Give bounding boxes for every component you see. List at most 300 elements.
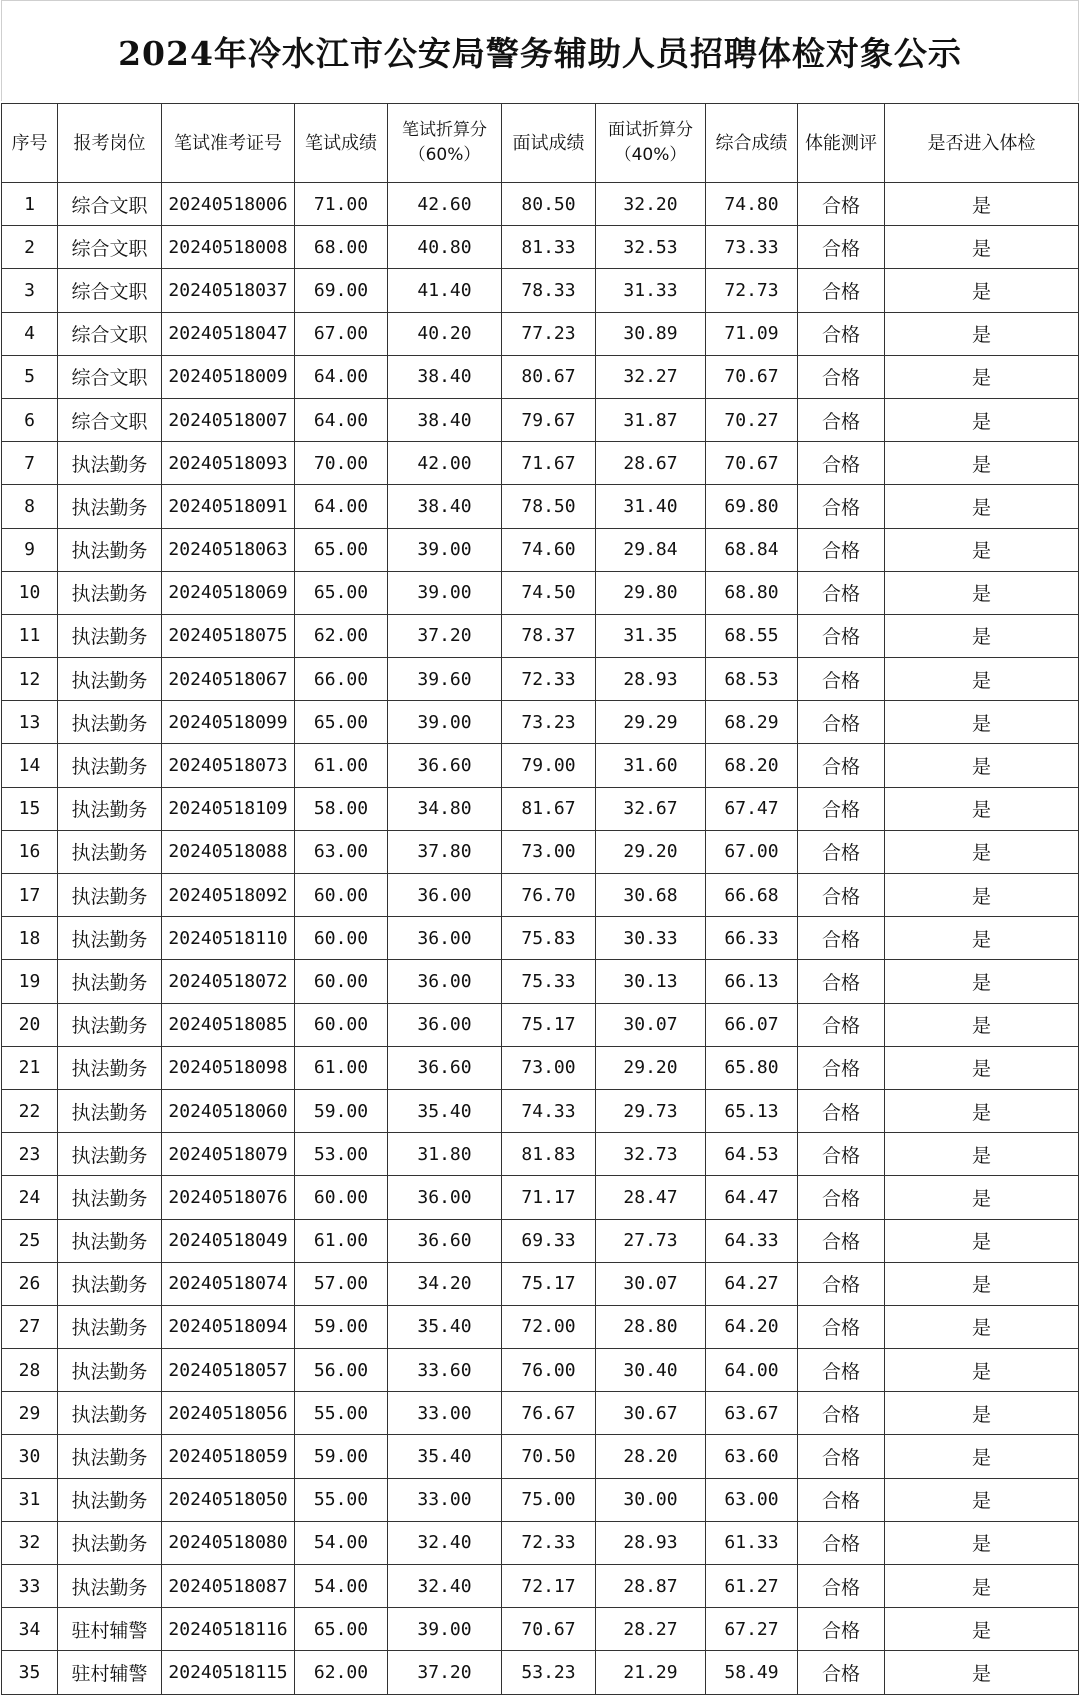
cell-total: 70.67 xyxy=(706,355,798,398)
cell-physical-exam: 是 xyxy=(885,1305,1079,1348)
cell-interview: 71.17 xyxy=(502,1176,596,1219)
table-row xyxy=(2,1176,1079,1219)
page-title: 2024年冷水江市公安局警务辅助人员招聘体检对象公示 xyxy=(118,33,962,73)
table-row xyxy=(2,1089,1079,1132)
cell-written: 71.00 xyxy=(295,183,388,226)
cell-post: 执法勤务 xyxy=(58,614,162,657)
cell-written: 63.00 xyxy=(295,830,388,873)
cell-post: 执法勤务 xyxy=(58,485,162,528)
cell-fitness: 合格 xyxy=(798,744,885,787)
cell-interview: 73.23 xyxy=(502,701,596,744)
cell-written: 70.00 xyxy=(295,442,388,485)
cell-interview: 70.50 xyxy=(502,1435,596,1478)
cell-written: 69.00 xyxy=(295,269,388,312)
cell-interview-converted: 28.93 xyxy=(596,1521,706,1564)
cell-fitness: 合格 xyxy=(798,1089,885,1132)
cell-total: 68.29 xyxy=(706,701,798,744)
cell-total: 66.68 xyxy=(706,874,798,917)
cell-written-converted: 40.80 xyxy=(388,226,502,269)
cell-post: 综合文职 xyxy=(58,312,162,355)
cell-interview-converted: 32.73 xyxy=(596,1133,706,1176)
cell-written-converted: 38.40 xyxy=(388,485,502,528)
cell-seq: 30 xyxy=(2,1435,58,1478)
cell-post: 驻村辅警 xyxy=(58,1651,162,1694)
cell-written: 60.00 xyxy=(295,1003,388,1046)
cell-fitness: 合格 xyxy=(798,1478,885,1521)
cell-written-converted: 32.40 xyxy=(388,1521,502,1564)
cell-seq: 35 xyxy=(2,1651,58,1694)
cell-written-converted: 36.00 xyxy=(388,960,502,1003)
cell-total: 66.13 xyxy=(706,960,798,1003)
cell-total: 69.80 xyxy=(706,485,798,528)
table-row xyxy=(2,183,1079,226)
cell-written: 62.00 xyxy=(295,614,388,657)
cell-written: 65.00 xyxy=(295,571,388,614)
cell-interview-converted: 31.33 xyxy=(596,269,706,312)
cell-written-converted: 34.80 xyxy=(388,787,502,830)
cell-post: 执法勤务 xyxy=(58,960,162,1003)
cell-interview-converted: 30.40 xyxy=(596,1349,706,1392)
cell-interview-converted: 29.73 xyxy=(596,1089,706,1132)
cell-total: 64.53 xyxy=(706,1133,798,1176)
table-row xyxy=(2,571,1079,614)
table-row xyxy=(2,226,1079,269)
cell-seq: 6 xyxy=(2,398,58,441)
table-header-row xyxy=(2,104,1079,183)
cell-interview: 75.00 xyxy=(502,1478,596,1521)
cell-ticket: 20240518072 xyxy=(162,960,295,1003)
cell-total: 64.33 xyxy=(706,1219,798,1262)
cell-interview-converted: 28.80 xyxy=(596,1305,706,1348)
cell-fitness: 合格 xyxy=(798,571,885,614)
cell-interview-converted: 28.87 xyxy=(596,1565,706,1608)
cell-written: 65.00 xyxy=(295,1608,388,1651)
cell-post: 执法勤务 xyxy=(58,528,162,571)
cell-seq: 20 xyxy=(2,1003,58,1046)
header-interview: 面试成绩 xyxy=(502,104,596,183)
cell-physical-exam: 是 xyxy=(885,528,1079,571)
cell-post: 综合文职 xyxy=(58,183,162,226)
table-row xyxy=(2,485,1079,528)
table-row xyxy=(2,1305,1079,1348)
cell-seq: 11 xyxy=(2,614,58,657)
cell-fitness: 合格 xyxy=(798,1392,885,1435)
cell-post: 综合文职 xyxy=(58,398,162,441)
cell-fitness: 合格 xyxy=(798,917,885,960)
cell-post: 执法勤务 xyxy=(58,1435,162,1478)
cell-post: 执法勤务 xyxy=(58,1046,162,1089)
cell-interview-converted: 29.80 xyxy=(596,571,706,614)
cell-post: 执法勤务 xyxy=(58,787,162,830)
cell-physical-exam: 是 xyxy=(885,442,1079,485)
cell-interview: 75.17 xyxy=(502,1003,596,1046)
table-row xyxy=(2,917,1079,960)
cell-physical-exam: 是 xyxy=(885,269,1079,312)
cell-fitness: 合格 xyxy=(798,658,885,701)
cell-post: 执法勤务 xyxy=(58,1349,162,1392)
cell-total: 70.27 xyxy=(706,398,798,441)
cell-fitness: 合格 xyxy=(798,269,885,312)
cell-seq: 28 xyxy=(2,1349,58,1392)
cell-written-converted: 42.00 xyxy=(388,442,502,485)
cell-fitness: 合格 xyxy=(798,960,885,1003)
cell-ticket: 20240518092 xyxy=(162,874,295,917)
cell-total: 64.20 xyxy=(706,1305,798,1348)
cell-ticket: 20240518098 xyxy=(162,1046,295,1089)
cell-total: 66.33 xyxy=(706,917,798,960)
header-seq: 序号 xyxy=(2,104,58,183)
cell-written-converted: 36.60 xyxy=(388,1046,502,1089)
cell-total: 68.84 xyxy=(706,528,798,571)
cell-interview: 75.17 xyxy=(502,1262,596,1305)
cell-seq: 7 xyxy=(2,442,58,485)
cell-total: 73.33 xyxy=(706,226,798,269)
table-row xyxy=(2,1651,1079,1694)
cell-seq: 14 xyxy=(2,744,58,787)
cell-ticket: 20240518094 xyxy=(162,1305,295,1348)
cell-written-converted: 39.00 xyxy=(388,571,502,614)
table-row xyxy=(2,830,1079,873)
header-written-converted xyxy=(388,104,502,183)
cell-total: 71.09 xyxy=(706,312,798,355)
cell-written-converted: 36.00 xyxy=(388,874,502,917)
cell-written: 54.00 xyxy=(295,1565,388,1608)
cell-seq: 25 xyxy=(2,1219,58,1262)
cell-interview-converted: 31.40 xyxy=(596,485,706,528)
table-row xyxy=(2,1003,1079,1046)
cell-ticket: 20240518049 xyxy=(162,1219,295,1262)
cell-post: 执法勤务 xyxy=(58,1305,162,1348)
cell-physical-exam: 是 xyxy=(885,1176,1079,1219)
cell-fitness: 合格 xyxy=(798,1435,885,1478)
cell-interview-converted: 29.20 xyxy=(596,1046,706,1089)
cell-interview-converted: 30.07 xyxy=(596,1262,706,1305)
cell-interview-converted: 29.20 xyxy=(596,830,706,873)
cell-written: 60.00 xyxy=(295,874,388,917)
cell-total: 63.67 xyxy=(706,1392,798,1435)
cell-post: 执法勤务 xyxy=(58,1133,162,1176)
cell-seq: 8 xyxy=(2,485,58,528)
header-written-converted-line2: （60%） xyxy=(408,145,481,165)
cell-interview: 79.67 xyxy=(502,398,596,441)
cell-interview: 81.33 xyxy=(502,226,596,269)
cell-interview-converted: 28.47 xyxy=(596,1176,706,1219)
table-row xyxy=(2,658,1079,701)
table-row xyxy=(2,1349,1079,1392)
table-row xyxy=(2,1262,1079,1305)
table-row xyxy=(2,874,1079,917)
cell-written: 64.00 xyxy=(295,398,388,441)
table-row xyxy=(2,744,1079,787)
cell-ticket: 20240518109 xyxy=(162,787,295,830)
table-body xyxy=(2,183,1079,1695)
cell-post: 执法勤务 xyxy=(58,658,162,701)
cell-interview: 81.67 xyxy=(502,787,596,830)
cell-total: 61.27 xyxy=(706,1565,798,1608)
cell-seq: 12 xyxy=(2,658,58,701)
cell-total: 64.00 xyxy=(706,1349,798,1392)
cell-interview: 79.00 xyxy=(502,744,596,787)
cell-written: 60.00 xyxy=(295,960,388,1003)
table-row xyxy=(2,528,1079,571)
cell-fitness: 合格 xyxy=(798,701,885,744)
cell-fitness: 合格 xyxy=(798,830,885,873)
cell-ticket: 20240518074 xyxy=(162,1262,295,1305)
cell-physical-exam: 是 xyxy=(885,1521,1079,1564)
cell-interview: 76.67 xyxy=(502,1392,596,1435)
cell-ticket: 20240518057 xyxy=(162,1349,295,1392)
cell-written-converted: 31.80 xyxy=(388,1133,502,1176)
header-written: 笔试成绩 xyxy=(295,104,388,183)
cell-written: 64.00 xyxy=(295,485,388,528)
cell-post: 执法勤务 xyxy=(58,1003,162,1046)
cell-written: 61.00 xyxy=(295,1219,388,1262)
cell-written: 60.00 xyxy=(295,1176,388,1219)
cell-fitness: 合格 xyxy=(798,1651,885,1694)
cell-post: 综合文职 xyxy=(58,269,162,312)
cell-post: 执法勤务 xyxy=(58,1089,162,1132)
cell-written: 68.00 xyxy=(295,226,388,269)
cell-written-converted: 39.60 xyxy=(388,658,502,701)
cell-fitness: 合格 xyxy=(798,1003,885,1046)
header-total: 综合成绩 xyxy=(706,104,798,183)
cell-total: 67.27 xyxy=(706,1608,798,1651)
cell-written: 59.00 xyxy=(295,1305,388,1348)
cell-fitness: 合格 xyxy=(798,1219,885,1262)
cell-written: 54.00 xyxy=(295,1521,388,1564)
cell-written: 58.00 xyxy=(295,787,388,830)
table-row xyxy=(2,1435,1079,1478)
cell-seq: 31 xyxy=(2,1478,58,1521)
cell-interview-converted: 29.84 xyxy=(596,528,706,571)
cell-ticket: 20240518079 xyxy=(162,1133,295,1176)
cell-written-converted: 36.00 xyxy=(388,917,502,960)
cell-seq: 22 xyxy=(2,1089,58,1132)
cell-ticket: 20240518047 xyxy=(162,312,295,355)
cell-total: 61.33 xyxy=(706,1521,798,1564)
cell-written-converted: 37.20 xyxy=(388,1651,502,1694)
cell-post: 驻村辅警 xyxy=(58,1608,162,1651)
cell-written-converted: 36.00 xyxy=(388,1176,502,1219)
cell-physical-exam: 是 xyxy=(885,1003,1079,1046)
cell-physical-exam: 是 xyxy=(885,1349,1079,1392)
cell-interview: 78.33 xyxy=(502,269,596,312)
cell-ticket: 20240518085 xyxy=(162,1003,295,1046)
title-box xyxy=(1,0,1079,101)
cell-written: 61.00 xyxy=(295,744,388,787)
cell-post: 执法勤务 xyxy=(58,1392,162,1435)
cell-physical-exam: 是 xyxy=(885,960,1079,1003)
cell-seq: 9 xyxy=(2,528,58,571)
cell-interview-converted: 28.20 xyxy=(596,1435,706,1478)
cell-post: 综合文职 xyxy=(58,355,162,398)
cell-ticket: 20240518075 xyxy=(162,614,295,657)
cell-physical-exam: 是 xyxy=(885,787,1079,830)
cell-interview: 80.67 xyxy=(502,355,596,398)
cell-ticket: 20240518088 xyxy=(162,830,295,873)
cell-fitness: 合格 xyxy=(798,183,885,226)
cell-seq: 2 xyxy=(2,226,58,269)
cell-interview: 73.00 xyxy=(502,1046,596,1089)
cell-interview-converted: 30.68 xyxy=(596,874,706,917)
cell-post: 执法勤务 xyxy=(58,830,162,873)
cell-post: 综合文职 xyxy=(58,226,162,269)
cell-physical-exam: 是 xyxy=(885,614,1079,657)
cell-fitness: 合格 xyxy=(798,226,885,269)
cell-ticket: 20240518037 xyxy=(162,269,295,312)
cell-physical-exam: 是 xyxy=(885,485,1079,528)
cell-written-converted: 36.00 xyxy=(388,1003,502,1046)
cell-interview: 74.50 xyxy=(502,571,596,614)
cell-written-converted: 37.20 xyxy=(388,614,502,657)
table-row xyxy=(2,1608,1079,1651)
cell-post: 执法勤务 xyxy=(58,1219,162,1262)
cell-interview-converted: 30.67 xyxy=(596,1392,706,1435)
cell-physical-exam: 是 xyxy=(885,183,1079,226)
cell-written: 64.00 xyxy=(295,355,388,398)
cell-post: 执法勤务 xyxy=(58,744,162,787)
cell-physical-exam: 是 xyxy=(885,1478,1079,1521)
header-interview-converted-line2: （40%） xyxy=(614,145,687,165)
cell-seq: 10 xyxy=(2,571,58,614)
cell-written-converted: 33.00 xyxy=(388,1392,502,1435)
cell-interview-converted: 28.93 xyxy=(596,658,706,701)
cell-interview-converted: 28.67 xyxy=(596,442,706,485)
cell-interview: 70.67 xyxy=(502,1608,596,1651)
cell-fitness: 合格 xyxy=(798,1262,885,1305)
cell-written-converted: 33.00 xyxy=(388,1478,502,1521)
cell-ticket: 20240518087 xyxy=(162,1565,295,1608)
cell-fitness: 合格 xyxy=(798,355,885,398)
cell-fitness: 合格 xyxy=(798,874,885,917)
cell-physical-exam: 是 xyxy=(885,1089,1079,1132)
cell-interview: 69.33 xyxy=(502,1219,596,1262)
cell-ticket: 20240518073 xyxy=(162,744,295,787)
table-row xyxy=(2,1133,1079,1176)
cell-fitness: 合格 xyxy=(798,787,885,830)
cell-written-converted: 34.20 xyxy=(388,1262,502,1305)
cell-seq: 24 xyxy=(2,1176,58,1219)
cell-written: 55.00 xyxy=(295,1392,388,1435)
cell-written: 65.00 xyxy=(295,528,388,571)
cell-ticket: 20240518050 xyxy=(162,1478,295,1521)
cell-written-converted: 36.60 xyxy=(388,1219,502,1262)
cell-interview-converted: 21.29 xyxy=(596,1651,706,1694)
cell-seq: 33 xyxy=(2,1565,58,1608)
cell-interview: 72.00 xyxy=(502,1305,596,1348)
cell-seq: 4 xyxy=(2,312,58,355)
cell-written-converted: 42.60 xyxy=(388,183,502,226)
cell-seq: 26 xyxy=(2,1262,58,1305)
cell-total: 70.67 xyxy=(706,442,798,485)
cell-total: 68.20 xyxy=(706,744,798,787)
cell-post: 执法勤务 xyxy=(58,1176,162,1219)
cell-post: 执法勤务 xyxy=(58,874,162,917)
cell-ticket: 20240518116 xyxy=(162,1608,295,1651)
cell-total: 64.27 xyxy=(706,1262,798,1305)
cell-ticket: 20240518069 xyxy=(162,571,295,614)
cell-interview-converted: 27.73 xyxy=(596,1219,706,1262)
cell-physical-exam: 是 xyxy=(885,226,1079,269)
cell-physical-exam: 是 xyxy=(885,1435,1079,1478)
cell-written: 59.00 xyxy=(295,1435,388,1478)
cell-ticket: 20240518009 xyxy=(162,355,295,398)
cell-written: 57.00 xyxy=(295,1262,388,1305)
cell-interview-converted: 31.35 xyxy=(596,614,706,657)
cell-fitness: 合格 xyxy=(798,1608,885,1651)
cell-written-converted: 38.40 xyxy=(388,398,502,441)
cell-ticket: 20240518056 xyxy=(162,1392,295,1435)
cell-written-converted: 39.00 xyxy=(388,701,502,744)
cell-ticket: 20240518006 xyxy=(162,183,295,226)
cell-interview: 72.33 xyxy=(502,658,596,701)
cell-ticket: 20240518110 xyxy=(162,917,295,960)
cell-written-converted: 35.40 xyxy=(388,1305,502,1348)
cell-physical-exam: 是 xyxy=(885,312,1079,355)
cell-interview-converted: 29.29 xyxy=(596,701,706,744)
cell-physical-exam: 是 xyxy=(885,1565,1079,1608)
cell-physical-exam: 是 xyxy=(885,1651,1079,1694)
cell-seq: 21 xyxy=(2,1046,58,1089)
cell-written-converted: 39.00 xyxy=(388,1608,502,1651)
cell-ticket: 20240518091 xyxy=(162,485,295,528)
cell-interview: 78.50 xyxy=(502,485,596,528)
cell-ticket: 20240518076 xyxy=(162,1176,295,1219)
table-row xyxy=(2,787,1079,830)
header-interview-converted xyxy=(596,104,706,183)
cell-written: 62.00 xyxy=(295,1651,388,1694)
results-table xyxy=(1,103,1079,1695)
cell-ticket: 20240518007 xyxy=(162,398,295,441)
cell-written-converted: 35.40 xyxy=(388,1089,502,1132)
cell-total: 74.80 xyxy=(706,183,798,226)
table-row xyxy=(2,1478,1079,1521)
cell-seq: 5 xyxy=(2,355,58,398)
cell-interview: 71.67 xyxy=(502,442,596,485)
cell-total: 68.55 xyxy=(706,614,798,657)
cell-interview-converted: 32.67 xyxy=(596,787,706,830)
cell-physical-exam: 是 xyxy=(885,1392,1079,1435)
header-ticket: 笔试准考证号 xyxy=(162,104,295,183)
cell-interview: 77.23 xyxy=(502,312,596,355)
cell-physical-exam: 是 xyxy=(885,701,1079,744)
cell-post: 执法勤务 xyxy=(58,917,162,960)
cell-interview-converted: 30.00 xyxy=(596,1478,706,1521)
cell-post: 执法勤务 xyxy=(58,1521,162,1564)
cell-interview-converted: 32.27 xyxy=(596,355,706,398)
cell-interview: 53.23 xyxy=(502,1651,596,1694)
cell-interview-converted: 31.60 xyxy=(596,744,706,787)
cell-ticket: 20240518059 xyxy=(162,1435,295,1478)
cell-written: 65.00 xyxy=(295,701,388,744)
cell-physical-exam: 是 xyxy=(885,874,1079,917)
cell-interview-converted: 30.33 xyxy=(596,917,706,960)
cell-written-converted: 38.40 xyxy=(388,355,502,398)
cell-ticket: 20240518115 xyxy=(162,1651,295,1694)
cell-seq: 3 xyxy=(2,269,58,312)
cell-seq: 34 xyxy=(2,1608,58,1651)
cell-physical-exam: 是 xyxy=(885,830,1079,873)
cell-written-converted: 41.40 xyxy=(388,269,502,312)
cell-seq: 27 xyxy=(2,1305,58,1348)
cell-written: 67.00 xyxy=(295,312,388,355)
cell-post: 执法勤务 xyxy=(58,1478,162,1521)
cell-post: 执法勤务 xyxy=(58,442,162,485)
cell-written: 59.00 xyxy=(295,1089,388,1132)
cell-written: 66.00 xyxy=(295,658,388,701)
cell-interview: 75.83 xyxy=(502,917,596,960)
header-fitness: 体能测评 xyxy=(798,104,885,183)
